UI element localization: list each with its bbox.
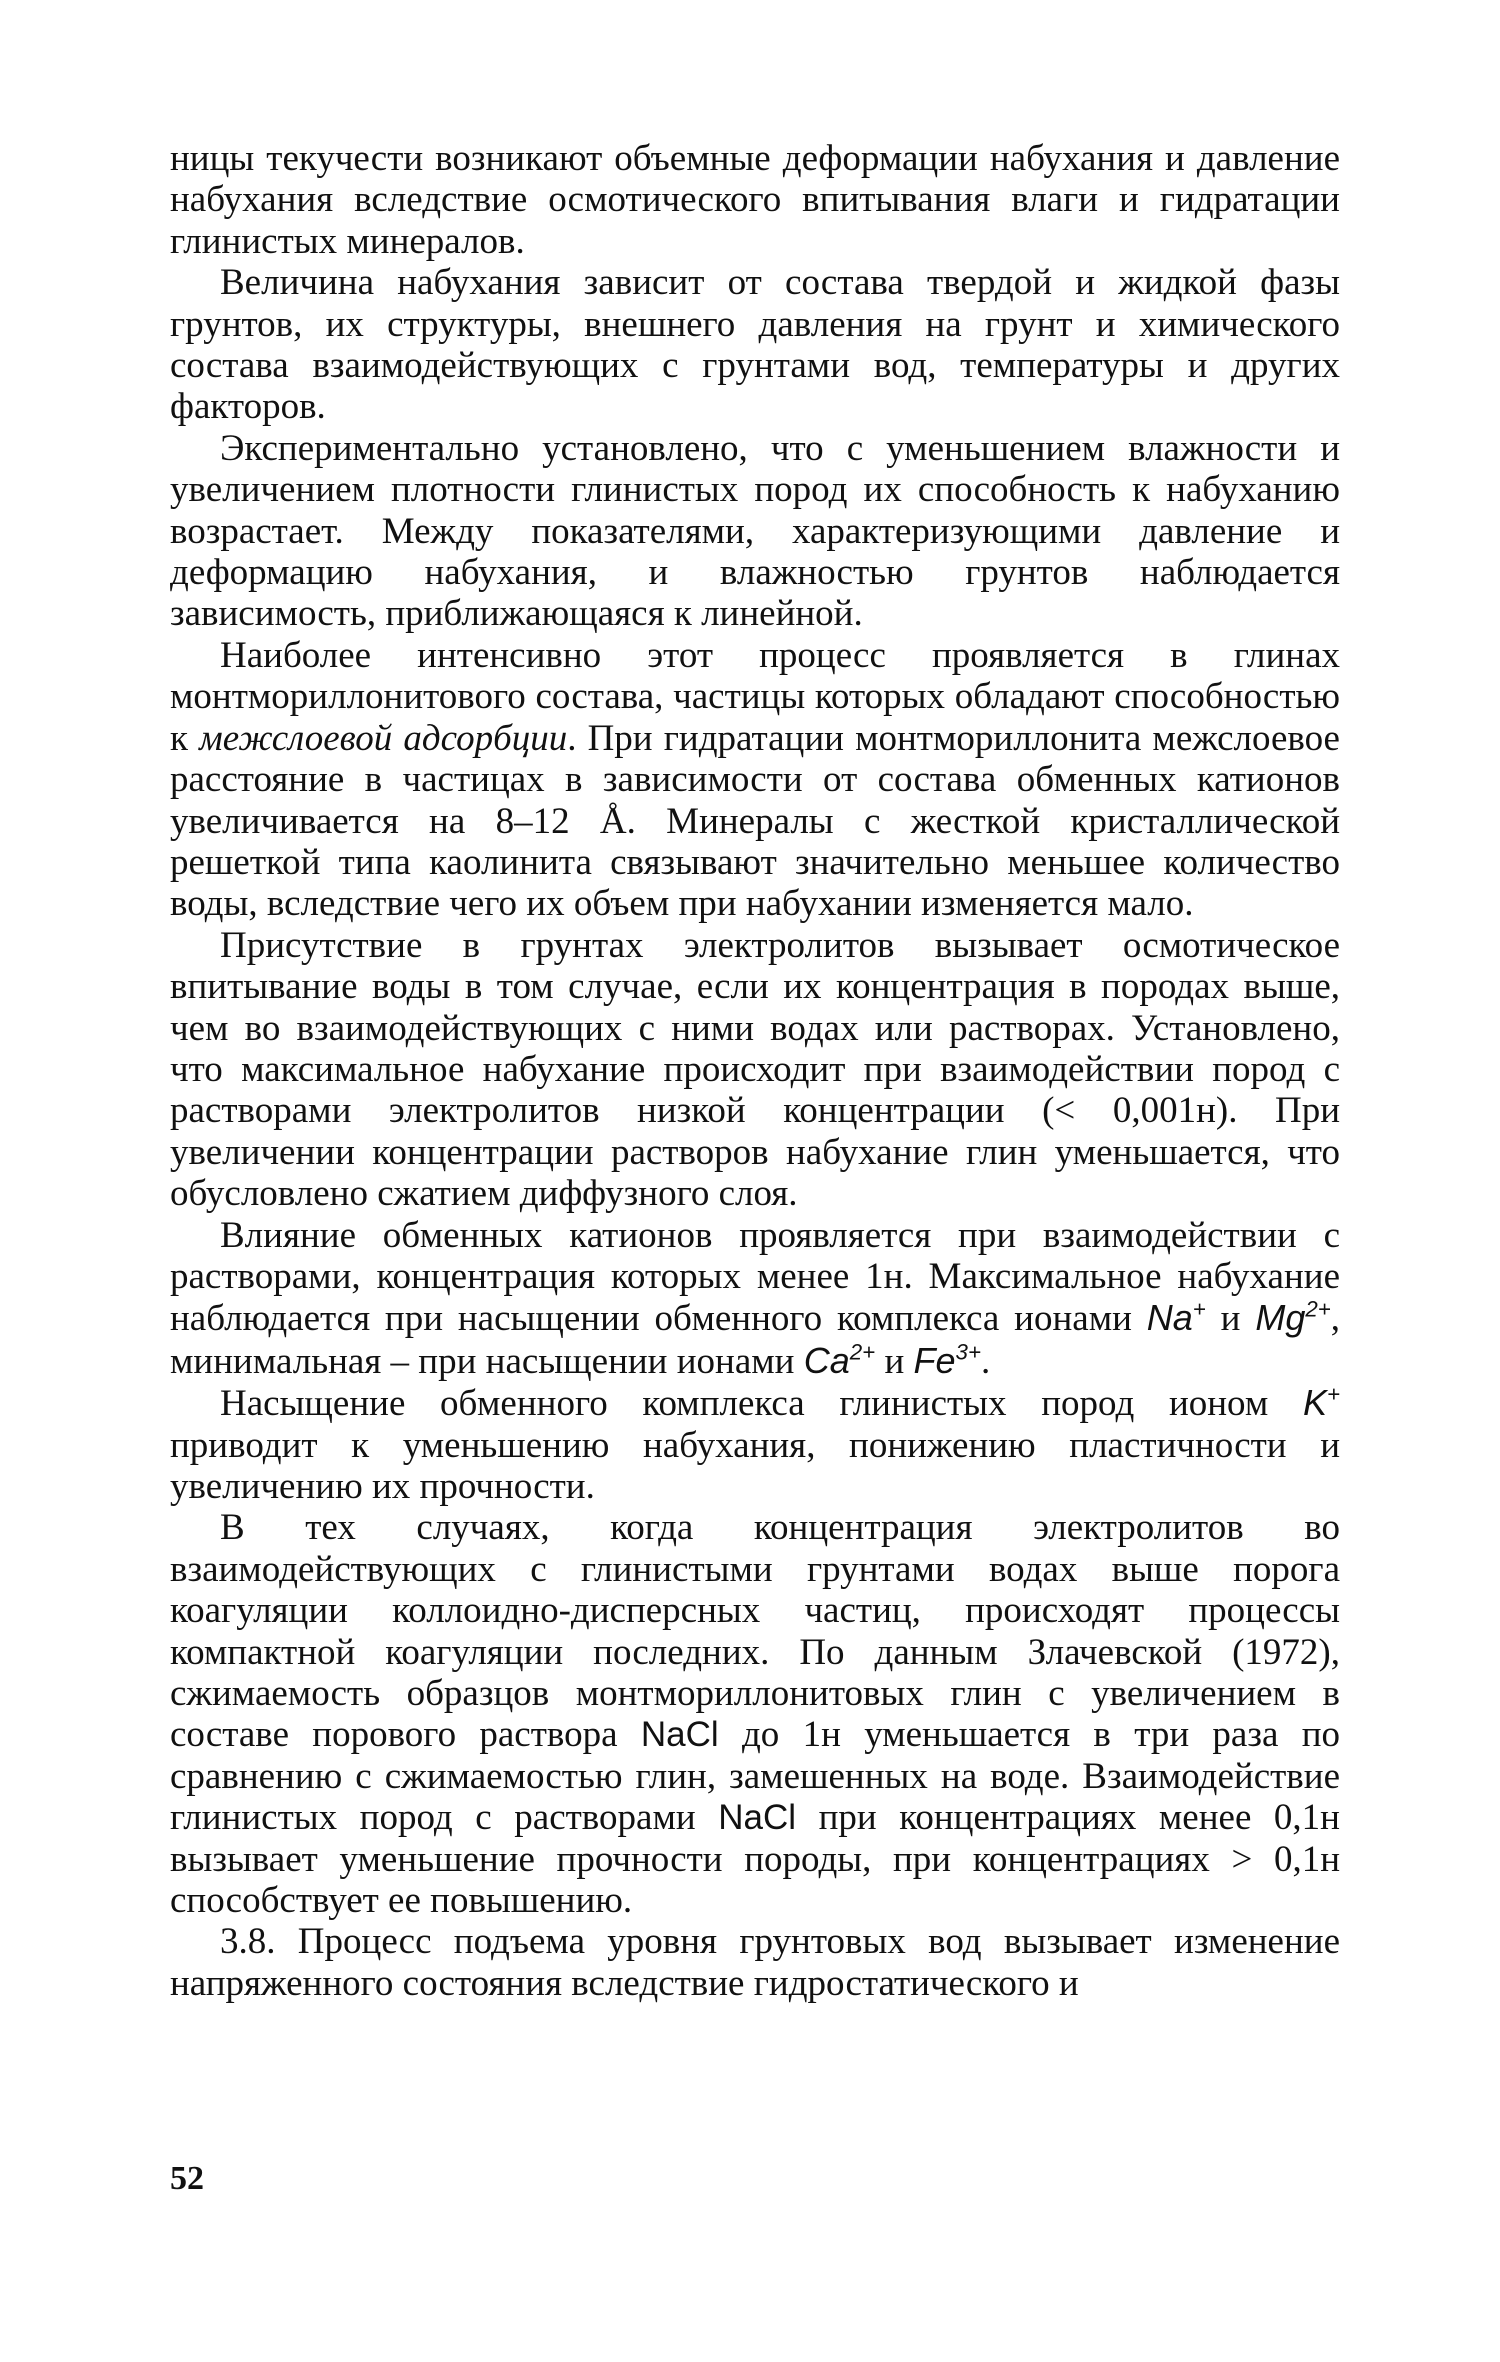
page-number: 52 xyxy=(170,2160,204,2197)
formula-nacl-1: NaCl xyxy=(640,1715,719,1755)
paragraph-5: Присутствие в грунтах электролитов вызывает осмотическое впитывание воды в том случае, если их концентрация в породах выше, чем во взаимодействующих с ними водах или растворах. Установлено, что максимальное набухание происходит при взаимодействии пород с растворами электролитов низкой концентрации (< 0,001н). При увеличении концентрации растворов набухание глин уменьшается, что обусловлено сжатием диффузного слоя. xyxy=(170,924,1340,1215)
p4-italic-term: межслоевой адсорбции xyxy=(199,717,568,759)
paragraph-6 xyxy=(170,1215,1340,1383)
p4-text-b: . При гидратации монтмориллонита межслоевое расстояние в частицах в зависимости от состава обменных катионов увеличивается на 8–12 Å. Минералы с жесткой кристаллической решеткой типа каолинита связывают значительно меньшее количество воды, вследствие чего их объем при набухании изменяется мало. xyxy=(170,717,1340,925)
paragraph-2: Величина набухания зависит от состава твердой и жидкой фазы грунтов, их структуры, внешнего давления на грунт и химического состава взаимодействующих с грунтами вод, температуры и других факторов. xyxy=(170,262,1340,428)
p8-text-c: при концентрациях менее 0,1н вызывает уменьшение прочности породы, при концентрациях > 0,1н способствует ее повышению. xyxy=(170,1797,1340,1922)
paragraph-9: 3.8. Процесс подъема уровня грунтовых вод вызывает изменение напряженного состояния вследствие гидростатического и xyxy=(170,1921,1340,2004)
p6-and-1: и xyxy=(1220,1298,1241,1340)
formula-nacl-2: NaCl xyxy=(718,1798,797,1838)
p6-end: . xyxy=(980,1340,991,1382)
paragraph-7 xyxy=(170,1382,1340,1507)
p4-text-a: Наиболее интенсивно этот процесс проявляется в глинах монтмориллонитового состава, частицы которых обладают способностью к xyxy=(170,634,1340,759)
p6-and-2: и xyxy=(884,1340,905,1382)
paragraph-1: ницы текучести возникают объемные деформации набухания и давление набухания вследствие осмотического впитывания влаги и гидратации глинистых минералов. xyxy=(170,138,1340,262)
p8-text-b: до 1н уменьшается в три раза по сравнению с сжимаемостью глин, замешенных на воде. Взаимодействие глинистых пород с растворами xyxy=(170,1714,1341,1839)
ion-na: Na+ xyxy=(1146,1296,1206,1339)
ion-fe: $Fe^{3+}$ xyxy=(913,1339,981,1381)
paragraph-4 xyxy=(170,635,1340,925)
ion-k: K+ xyxy=(1302,1381,1340,1424)
p8-text-a: В тех случаях, когда концентрация электролитов во взаимодействующих с глинистыми грунтами водах выше порога коагуляции коллоидно-дисперсных частиц, происходят процессы компактной коагуляции последних. По данным Злачевской (1972), сжимаемость образцов монтмориллонитовых глин с увеличением в составе порового раствора xyxy=(170,1507,1340,1756)
p6-text-a: Влияние обменных катионов проявляется при взаимодействии с растворами, концентрация которых менее 1н. Максимальное набухание наблюдается при насыщении обменного комплекса ионами xyxy=(170,1214,1340,1340)
p7-text-b: приводит к уменьшению набухания, понижению пластичности и увеличению их прочности. xyxy=(170,1424,1340,1507)
p6-text-b: , минимальная – при насыщении ионами xyxy=(170,1298,1341,1382)
paragraph-3: Экспериментально установлено, что с уменьшением влажности и увеличением плотности глинистых пород их способность к набуханию возрастает. Между показателями, характеризующими давление и деформацию набухания, и влажностью грунтов наблюдается зависимость, приближающаяся к линейной. xyxy=(170,427,1340,635)
ion-mg: $Mg^{2+}$ xyxy=(1255,1296,1331,1339)
ion-ca: $Ca^{2+}$ xyxy=(803,1339,876,1381)
page-text xyxy=(170,138,1340,2004)
p7-text-a: Насыщение обменного комплекса глинистых пород ионом xyxy=(220,1383,1269,1425)
paragraph-8 xyxy=(170,1507,1340,1921)
